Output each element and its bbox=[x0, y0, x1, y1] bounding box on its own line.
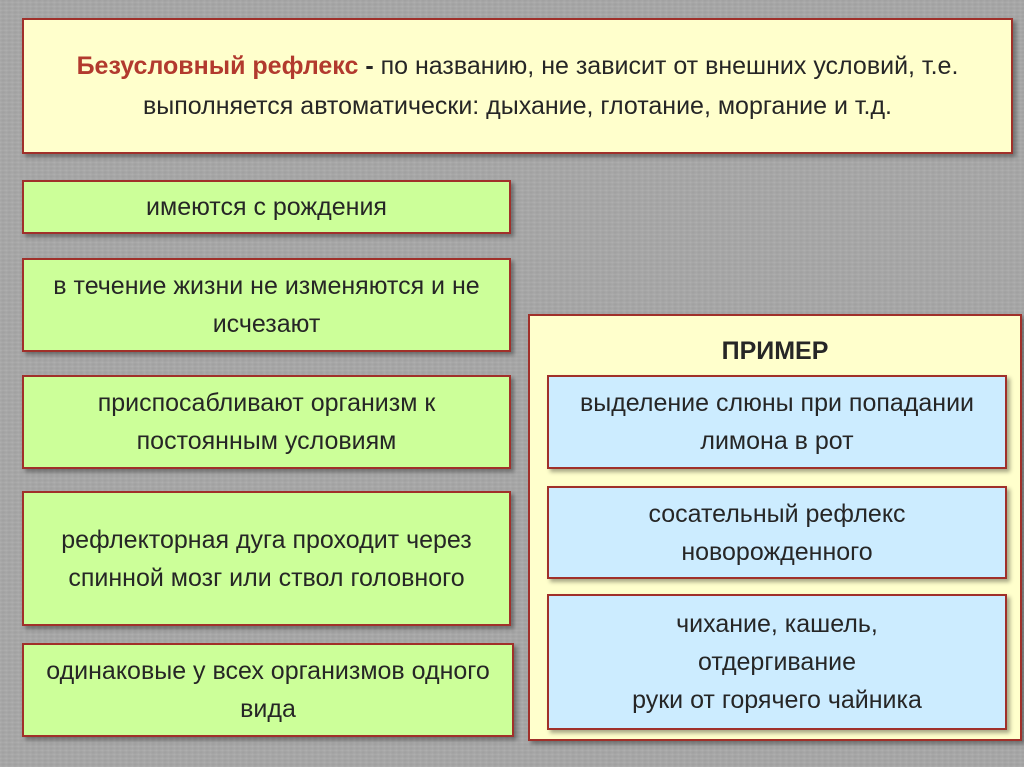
feature-text: одинаковые у всех организмов одного вида bbox=[46, 657, 490, 723]
feature-text: в течение жизни не изменяются и не исчезают bbox=[53, 272, 480, 338]
feature-box-1 bbox=[22, 180, 511, 234]
feature-box-5 bbox=[22, 643, 514, 737]
definition-term: Безусловный рефлекс bbox=[76, 52, 359, 80]
definition-box bbox=[22, 18, 1013, 154]
feature-text: приспосабливают организм к постоянным условиям bbox=[97, 389, 436, 455]
feature-text: имеются с рождения bbox=[146, 193, 387, 221]
example-text: чихание, кашель, отдергивание руки от горячего чайника bbox=[632, 610, 922, 714]
example-text: сосательный рефлекс новорожденного bbox=[648, 499, 906, 566]
feature-text: рефлекторная дуга проходит через спинной мозг или ствол головного bbox=[61, 525, 472, 592]
definition-dash: - bbox=[358, 52, 381, 80]
definition-text bbox=[64, 46, 971, 126]
feature-box-3 bbox=[22, 375, 511, 469]
feature-box-2 bbox=[22, 258, 511, 352]
example-title: ПРИМЕР bbox=[721, 337, 829, 365]
example-text: выделение слюны при попадании лимона в рот bbox=[579, 389, 975, 455]
example-box-3 bbox=[547, 594, 1007, 730]
feature-box-4 bbox=[22, 491, 511, 626]
definition-description: по названию, не зависит от внешних условий, т.е. выполняется автоматически: дыхание, глотание, моргание и т.д. bbox=[142, 52, 959, 120]
example-box-1 bbox=[547, 375, 1007, 469]
example-box-2 bbox=[547, 486, 1007, 579]
